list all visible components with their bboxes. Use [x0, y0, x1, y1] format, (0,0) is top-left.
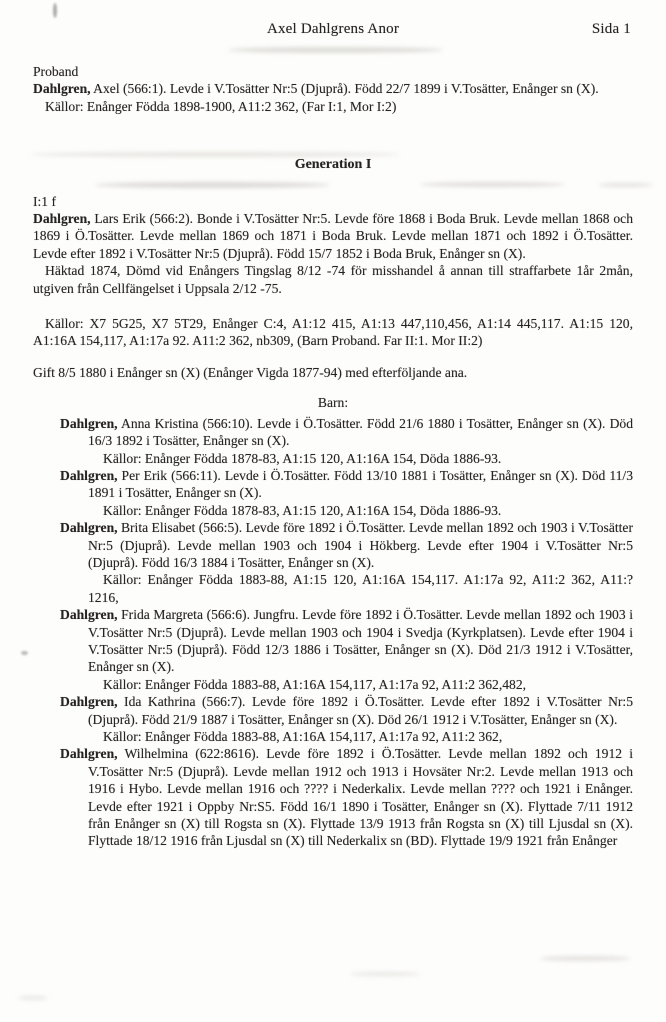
- child-text: Per Erik (566:11). Levde i Ö.Tosätter. Född 13/10 1881 i Tosätter, Enånger sn (X). Död 11/3 1891 i Tosätter, Enånger sn (X).: [88, 467, 633, 501]
- child-surname: Dahlgren,: [60, 746, 118, 762]
- child-surname: Dahlgren,: [60, 607, 118, 623]
- child-entry: [33, 745, 633, 849]
- proband-surname: Dahlgren,: [33, 81, 91, 97]
- scan-smudge: [21, 651, 28, 655]
- person-sources: Källor: X7 5G25, X7 5T29, Enånger C:4, A1:12 415, A1:13 447,110,456, A1:14 445,117. A1:15 120, A1:16A 154,117, A1:17a 92. A11:2 362, nb309, (Barn Proband. Far II:1. Mor II:2): [33, 316, 633, 349]
- proband-sources: Källor: Enånger Födda 1898-1900, A11:2 362, (Far I:1, Mor I:2): [45, 98, 397, 114]
- child-text: Ida Kathrina (566:7). Levde före 1892 i Ö.Tosätter. Levde efter 1892 i V.Tosätter Nr:5 (Djuprå). Född 21/9 1887 i Tosätter, Enånger sn (X). Död 26/1 1912 i V.Tosätter, Enånger sn (X).: [88, 694, 633, 727]
- proband-text: Axel (566:1). Levde i V.Tosätter Nr:5 (Djuprå). Född 22/7 1899 i V.Tosätter, Enånger sn (X).: [90, 81, 599, 97]
- scan-smudge: [540, 956, 630, 961]
- person-surname: Dahlgren,: [33, 211, 91, 227]
- child-main: [60, 745, 633, 849]
- child-surname: Dahlgren,: [60, 415, 118, 431]
- child-text: Anna Kristina (566:10). Levde i Ö.Tosätter. Född 21/6 1880 i Tosätter, Enånger sn (X). Död 16/3 1892 i Tosätter, Enånger sn (X).: [88, 415, 633, 449]
- child-main: [60, 467, 633, 502]
- child-sources: Källor: Enånger Födda 1878-83, A1:15 120, A1:16A 154, Döda 1886-93.: [103, 450, 502, 466]
- person-entry: [33, 210, 633, 262]
- proband-label: Proband: [33, 64, 79, 79]
- child-surname: Dahlgren,: [60, 467, 118, 483]
- child-entry: [33, 606, 633, 693]
- child-entry: [33, 415, 633, 467]
- person-note: Häktad 1874, Dömd vid Enångers Tingslag 8/12 -74 för misshandel å annan till straffarbete 1år 2mån, utgiven från Cellfängelset i Uppsala 2/12 -75.: [33, 263, 633, 296]
- child-entry: [33, 693, 633, 745]
- child-text: Brita Elisabet (566:5). Levde före 1892 i Ö.Tosätter. Levde mellan 1892 och 1903 i V.Tosätter Nr:5 (Djuprå). Levde mellan 1903 och 1904 i Hökberg. Levde efter 1904 i V.Tosätter Nr:5 (Djuprå). Född 16/3 1884 i Tosätter, Enånger sn (X).: [88, 520, 633, 570]
- marriage-note: Gift 8/5 1880 i Enånger sn (X) (Enånger Vigda 1877-94) med efterföljande ana.: [33, 364, 468, 380]
- child-surname: Dahlgren,: [60, 694, 118, 710]
- document-header: [33, 0, 633, 38]
- scan-smudge: [18, 996, 48, 1000]
- child-entry: [33, 519, 633, 606]
- child-sources: Källor: Enånger Födda 1878-83, A1:15 120, A1:16A 154, Döda 1886-93.: [103, 502, 502, 518]
- generation-heading: Generation I: [294, 157, 372, 173]
- person-text: Lars Erik (566:2). Bonde i V.Tosätter Nr:5. Levde före 1868 i Boda Bruk. Levde mellan 1868 och 1869 i Ö.Tosätter. Levde mellan 1869 och 1871 i Boda Bruk. Levde mellan 1871 och 1892 i Ö.Tosätter. Levde efter 1892 i V.Tosätter Nr:5 (Djuprå). Född 15/7 1852 i Boda Bruk, Enånger sn (X).: [33, 211, 633, 261]
- child-text: Frida Margreta (566:6). Jungfru. Levde före 1892 i Ö.Tosätter. Levde mellan 1892 och 1903 i V.Tosätter Nr:5 (Djuprå). Levde mellan 1903 och 1904 i Svedja (Kyrkplatsen). Levde efter 1904 i V.Tosätter Nr:5 (Djuprå). Född 12/3 1886 i Tosätter, Enånger sn (X). Död 21/3 1912 i V.Tosätter, Enånger sn (X).: [88, 607, 633, 675]
- child-main: [60, 693, 633, 728]
- document-content: [33, 0, 633, 850]
- child-main: [60, 415, 633, 450]
- person-ref: I:1 f: [33, 193, 57, 209]
- child-text: Wilhelmina (622:8616). Levde före 1892 i Ö.Tosätter. Levde mellan 1892 och 1912 i V.Tosätter Nr:5 (Djuprå). Levde mellan 1912 och 1913 i Hovsäter Nr:2. Levde mellan 1913 och 1916 i Hybo. Levde mellan 1916 och ???? i Nederkalix. Levde mellan ???? och 1921 i Enånger. Levde efter 1921 i Oppby Nr:S5. Född 16/1 1890 i Tosätter, Enånger sn (X). Flyttade 7/11 1912 från Enånger sn (X) till Rogsta sn (X). Flyttade 13/9 1913 från Rogsta sn (X) till Ljusdal sn (X). Flyttade 18/12 1916 från Ljusdal sn (X) till Nederkalix sn (BD). Flyttade 19/9 1921 från Enånger: [88, 746, 633, 849]
- child-sources: Källor: Enånger Födda 1883-88, A1:16A 154,117, A1:17a 92, A11:2 362,: [103, 729, 503, 744]
- document-title: Axel Dahlgrens Anor: [266, 21, 400, 37]
- children-list: [33, 415, 633, 850]
- child-main: [60, 519, 633, 571]
- scan-smudge: [350, 972, 420, 976]
- page-number: Sida 1: [591, 21, 631, 37]
- child-sources: Källor: Enånger Födda 1883-88, A1:16A 154,117, A1:17a 92, A11:2 362,482,: [103, 676, 527, 692]
- child-sources: Källor: Enånger Födda 1883-88, A1:15 120, A1:16A 154,117. A1:17a 92, A11:2 362, A11:? 1216,: [88, 572, 633, 605]
- child-main: [60, 606, 633, 676]
- children-heading: Barn:: [317, 395, 349, 411]
- child-surname: Dahlgren,: [60, 520, 118, 536]
- proband-entry: [33, 80, 633, 97]
- child-entry: [33, 467, 633, 519]
